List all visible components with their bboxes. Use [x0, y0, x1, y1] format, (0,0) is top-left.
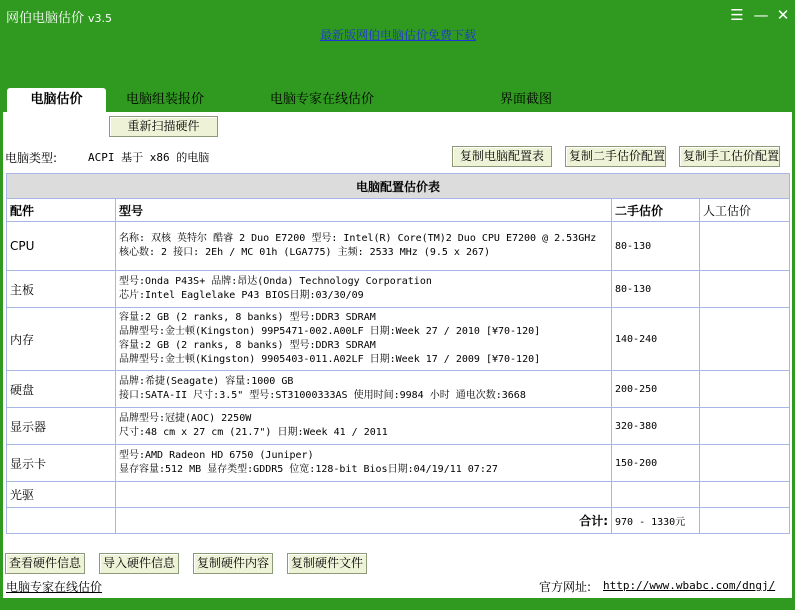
- model-line: 品牌型号:冠捷(AOC) 2250W: [119, 413, 252, 424]
- model-line: 接口:SATA-II 尺寸:3.5" 型号:ST31000333AS 使用时间:9984 小时 通电次数:3668: [119, 390, 526, 401]
- header-part: 配件: [7, 199, 116, 222]
- table-row: [7, 271, 790, 308]
- copy-used-estimate-button[interactable]: 复制二手估价配置: [565, 146, 666, 167]
- manual-price-cell[interactable]: [700, 445, 790, 482]
- copy-hardware-content-button[interactable]: 复制硬件内容: [193, 553, 273, 574]
- table-row: [7, 222, 790, 271]
- used-price-cell: 320-380: [612, 408, 700, 445]
- header-used-price: 二手估价: [612, 199, 700, 222]
- app-name: 网伯电脑估价: [6, 11, 85, 26]
- model-line: 核心数: 2 接口: 2Eh / MC 01h (LGA775) 主频: 2533 MHz (9.5 x 267): [119, 247, 491, 258]
- model-line: 型号:Onda P43S+ 品牌:昂达(Onda) Technology Corporation: [119, 276, 432, 287]
- header-manual-price: 人工估价: [700, 199, 790, 222]
- model-line: 品牌:希捷(Seagate) 容量:1000 GB: [119, 376, 294, 387]
- model-line: 芯片:Intel Eaglelake P43 BIOS日期:03/30/09: [119, 290, 364, 301]
- copy-hardware-file-button[interactable]: 复制硬件文件: [287, 553, 367, 574]
- table-body: [7, 222, 790, 508]
- total-label: 合计:: [116, 508, 612, 534]
- tab-expert-online[interactable]: 电脑专家在线估价: [270, 92, 375, 107]
- copy-config-button[interactable]: 复制电脑配置表: [452, 146, 552, 167]
- close-icon[interactable]: ✕: [776, 6, 790, 24]
- tab-assembly-quote[interactable]: 电脑组装报价: [126, 92, 205, 107]
- model-line: 尺寸:48 cm x 27 cm (21.7") 日期:Week 41 / 2011: [119, 427, 388, 438]
- config-table: [6, 173, 790, 534]
- tab-screenshots[interactable]: 界面截图: [500, 92, 553, 107]
- pc-type-label: 电脑类型:: [5, 151, 58, 165]
- used-price-cell: 80-130: [612, 222, 700, 271]
- pc-type-value: ACPI 基于 x86 的电脑: [88, 151, 210, 164]
- used-price-cell: [612, 482, 700, 508]
- manual-price-cell[interactable]: [700, 408, 790, 445]
- menu-icon[interactable]: ☰: [730, 6, 744, 24]
- model-line: 显存容量:512 MB 显存类型:GDDR5 位宽:128-bit Bios日期:04/19/11 07:27: [119, 464, 498, 475]
- model-cell: [116, 445, 612, 482]
- app-version: v3.5: [88, 12, 113, 25]
- tab-bar: [0, 88, 795, 112]
- tab-pc-estimate[interactable]: 电脑估价: [7, 88, 106, 112]
- view-hardware-button[interactable]: 查看硬件信息: [5, 553, 85, 574]
- part-cell: 显示卡: [7, 445, 116, 482]
- site-url-link[interactable]: http://www.wbabc.com/dngj/: [603, 579, 776, 592]
- total-blank: [7, 508, 116, 534]
- manual-price-cell[interactable]: [700, 308, 790, 371]
- part-cell: CPU: [7, 222, 116, 271]
- table-row: [7, 482, 790, 508]
- import-hardware-button[interactable]: 导入硬件信息: [99, 553, 179, 574]
- site-label: 官方网址:: [539, 580, 592, 594]
- main-panel: [3, 112, 792, 598]
- part-cell: 硬盘: [7, 371, 116, 408]
- manual-price-cell[interactable]: [700, 271, 790, 308]
- manual-price-cell[interactable]: [700, 222, 790, 271]
- table-row: [7, 308, 790, 371]
- used-price-cell: 140-240: [612, 308, 700, 371]
- model-cell: [116, 482, 612, 508]
- model-line: 品牌型号:金士顿(Kingston) 99P5471-002.A00LF 日期:Week 27 / 2010 [¥70-120]: [119, 326, 541, 337]
- minimize-icon[interactable]: —: [753, 6, 769, 24]
- table-caption: 电脑配置估价表: [7, 174, 790, 199]
- model-line: 型号:AMD Radeon HD 6750 (Juniper): [119, 450, 314, 461]
- used-price-cell: 200-250: [612, 371, 700, 408]
- table-row: [7, 371, 790, 408]
- part-cell: 显示器: [7, 408, 116, 445]
- model-cell: [116, 271, 612, 308]
- copy-manual-estimate-button[interactable]: 复制手工估价配置: [679, 146, 780, 167]
- model-line: 品牌型号:金士顿(Kingston) 9905403-011.A02LF 日期:Week 17 / 2009 [¥70-120]: [119, 354, 541, 365]
- model-line: 容量:2 GB (2 ranks, 8 banks) 型号:DDR3 SDRAM: [119, 340, 376, 351]
- used-price-cell: 80-130: [612, 271, 700, 308]
- part-cell: 内存: [7, 308, 116, 371]
- total-value: 970 - 1330元: [612, 508, 700, 534]
- model-line: 名称: 双核 英特尔 酷睿 2 Duo E7200 型号: Intel(R) Core(TM)2 Duo CPU E7200 @ 2.53GHz: [119, 233, 597, 244]
- model-cell: [116, 371, 612, 408]
- header-model: 型号: [116, 199, 612, 222]
- app-title: [6, 7, 112, 26]
- model-line: 容量:2 GB (2 ranks, 8 banks) 型号:DDR3 SDRAM: [119, 312, 376, 323]
- part-cell: 主板: [7, 271, 116, 308]
- rescan-hardware-button[interactable]: 重新扫描硬件: [109, 116, 218, 137]
- expert-online-link[interactable]: 电脑专家在线估价: [6, 580, 103, 594]
- table-row: [7, 445, 790, 482]
- model-cell: [116, 408, 612, 445]
- total-manual-cell[interactable]: [700, 508, 790, 534]
- used-price-cell: 150-200: [612, 445, 700, 482]
- part-cell: 光驱: [7, 482, 116, 508]
- download-latest-link[interactable]: 最新版网伯电脑估价免费下载: [320, 28, 477, 42]
- model-cell: [116, 222, 612, 271]
- table-row: [7, 408, 790, 445]
- model-cell: [116, 308, 612, 371]
- manual-price-cell[interactable]: [700, 482, 790, 508]
- manual-price-cell[interactable]: [700, 371, 790, 408]
